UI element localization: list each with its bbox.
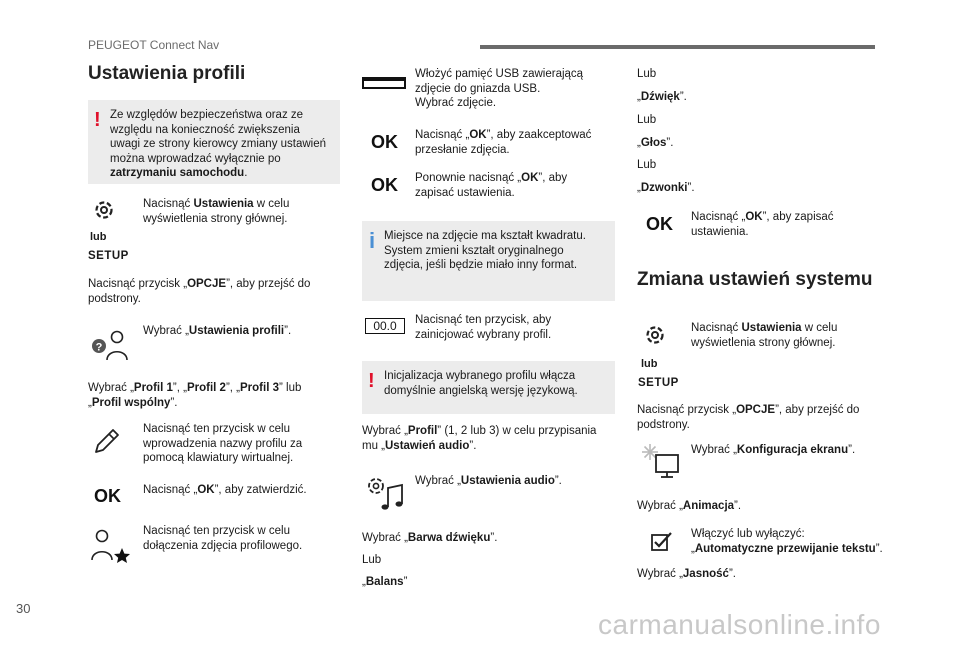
ok-button-label: OK (646, 214, 673, 234)
warning-box (88, 100, 340, 184)
screen-brightness-icon (641, 443, 681, 479)
step-accept-photo: Nacisnąć „OK”, aby zaakceptować przesłanie zdjęcia. (415, 129, 592, 156)
option-balance: „Balans” (362, 576, 408, 588)
info-box: i Miejsce na zdjęcie ma kształt kwadratu. System zmieni kształt oryginalnego zdjęcia, jeśli będzie miało inny format. (362, 221, 615, 301)
warning-icon: ! (94, 109, 101, 131)
or-label: Lub (637, 114, 657, 126)
or-label: Lub (362, 554, 382, 566)
running-header: PEUGEOT Connect Nav (88, 38, 220, 52)
settings-gear-icon (92, 198, 116, 222)
step-options: Nacisnąć przycisk „OPCJE”, aby przejść do podstrony. (637, 404, 860, 431)
usb-stick-icon (362, 76, 406, 90)
warning-box: ! Inicjalizacja wybranego profilu włącza domyślnie angielską wersję językową. (362, 361, 615, 414)
step-profile-settings: Wybrać „Ustawienia profili”. (143, 325, 292, 337)
step-save-settings: Nacisnąć „OK”, aby zapisać ustawienia. (691, 211, 834, 238)
audio-settings-icon (366, 476, 406, 512)
pencil-icon (92, 426, 120, 456)
step-insert-usb: Włożyć pamięć USB zawierającą zdjęcie do gniazda USB. Wybrać zdjęcie. (415, 68, 584, 109)
settings-gear-icon (643, 323, 667, 347)
step-assign-audio: Wybrać „Profil” (1, 2 lub 3) w celu przypisania mu „Ustawień audio”. (362, 425, 597, 452)
ok-button-label: OK (371, 132, 398, 152)
step-auto-scroll: Włączyć lub wyłączyć: „Automatyczne przewijanie tekstu”. (691, 528, 883, 555)
warning-line: względu na konieczność zwiększenia (110, 123, 300, 136)
section-title-profiles: Ustawienia profili (88, 63, 246, 84)
page-number: 30 (16, 601, 31, 616)
setup-button-label: SETUP (638, 377, 679, 389)
step-audio-settings: Wybrać „Ustawienia audio”. (415, 475, 562, 487)
option-ringtones: „Dzwonki”. (637, 182, 695, 194)
step-tone: Wybrać „Barwa dźwięku”. (362, 532, 498, 544)
step-settings: Nacisnąć Ustawienia w celu wyświetlenia strony głównej. (691, 322, 838, 349)
profile-question-icon (90, 328, 130, 362)
warning-icon: ! (368, 370, 375, 392)
step-choose-profile: Wybrać „Profil 1”, „Profil 2”, „Profil 3” lub „Profil wspólny”. (88, 382, 302, 409)
step-settings: Nacisnąć Ustawienia w celu wyświetlenia strony głównej. (143, 198, 290, 225)
ok-button-label: OK (94, 486, 121, 506)
step-animation: Wybrać „Animacja”. (637, 500, 742, 512)
step-edit-name: Nacisnąć ten przycisk w celu wprowadzenia nazwy profilu za pomocą klawiatury wirtualnej. (143, 423, 303, 464)
setup-button-label: SETUP (88, 250, 129, 262)
step-brightness: Wybrać „Jasność”. (637, 568, 736, 580)
header-rule (480, 45, 875, 49)
step-screen-config: Wybrać „Konfiguracja ekranu”. (691, 444, 856, 456)
or-label: Lub (637, 68, 657, 80)
svg-text:?: ? (95, 341, 103, 354)
option-sound: „Dźwięk”. (637, 91, 687, 103)
section-title-system: Zmiana ustawień systemu (637, 269, 873, 290)
step-add-photo: Nacisnąć ten przycisk w celu dołączenia zdjęcia profilowego. (143, 525, 303, 552)
warning-line: zatrzymaniu samochodu. (110, 167, 248, 179)
profile-photo-star-icon (90, 527, 132, 563)
watermark: carmanualsonline.info (598, 609, 881, 640)
option-voice: „Głos”. (637, 137, 674, 149)
step-options: Nacisnąć przycisk „OPCJE”, aby przejść do podstrony. (88, 278, 311, 305)
info-icon: i (369, 228, 376, 253)
reset-profile-button-label: 00.0 (365, 318, 405, 334)
warning-line: uwagi ze strony kierowcy zmiany ustawień (110, 138, 327, 150)
step-save: Ponownie nacisnąć „OK”, aby zapisać ustawienia. (415, 172, 568, 199)
warning-line: można wprowadzać wyłącznie po (110, 152, 281, 165)
step-confirm: Nacisnąć „OK”, aby zatwierdzić. (143, 484, 307, 496)
or-label: lub (641, 358, 658, 370)
or-label: lub (90, 231, 107, 243)
or-label: Lub (637, 159, 657, 171)
warning-line: Ze względów bezpieczeństwa oraz ze (110, 109, 304, 121)
step-reset-profile: Nacisnąć ten przycisk, aby zainicjować wybrany profil. (415, 314, 552, 341)
ok-button-label: OK (371, 175, 398, 195)
checkbox-checked-icon (651, 531, 673, 551)
